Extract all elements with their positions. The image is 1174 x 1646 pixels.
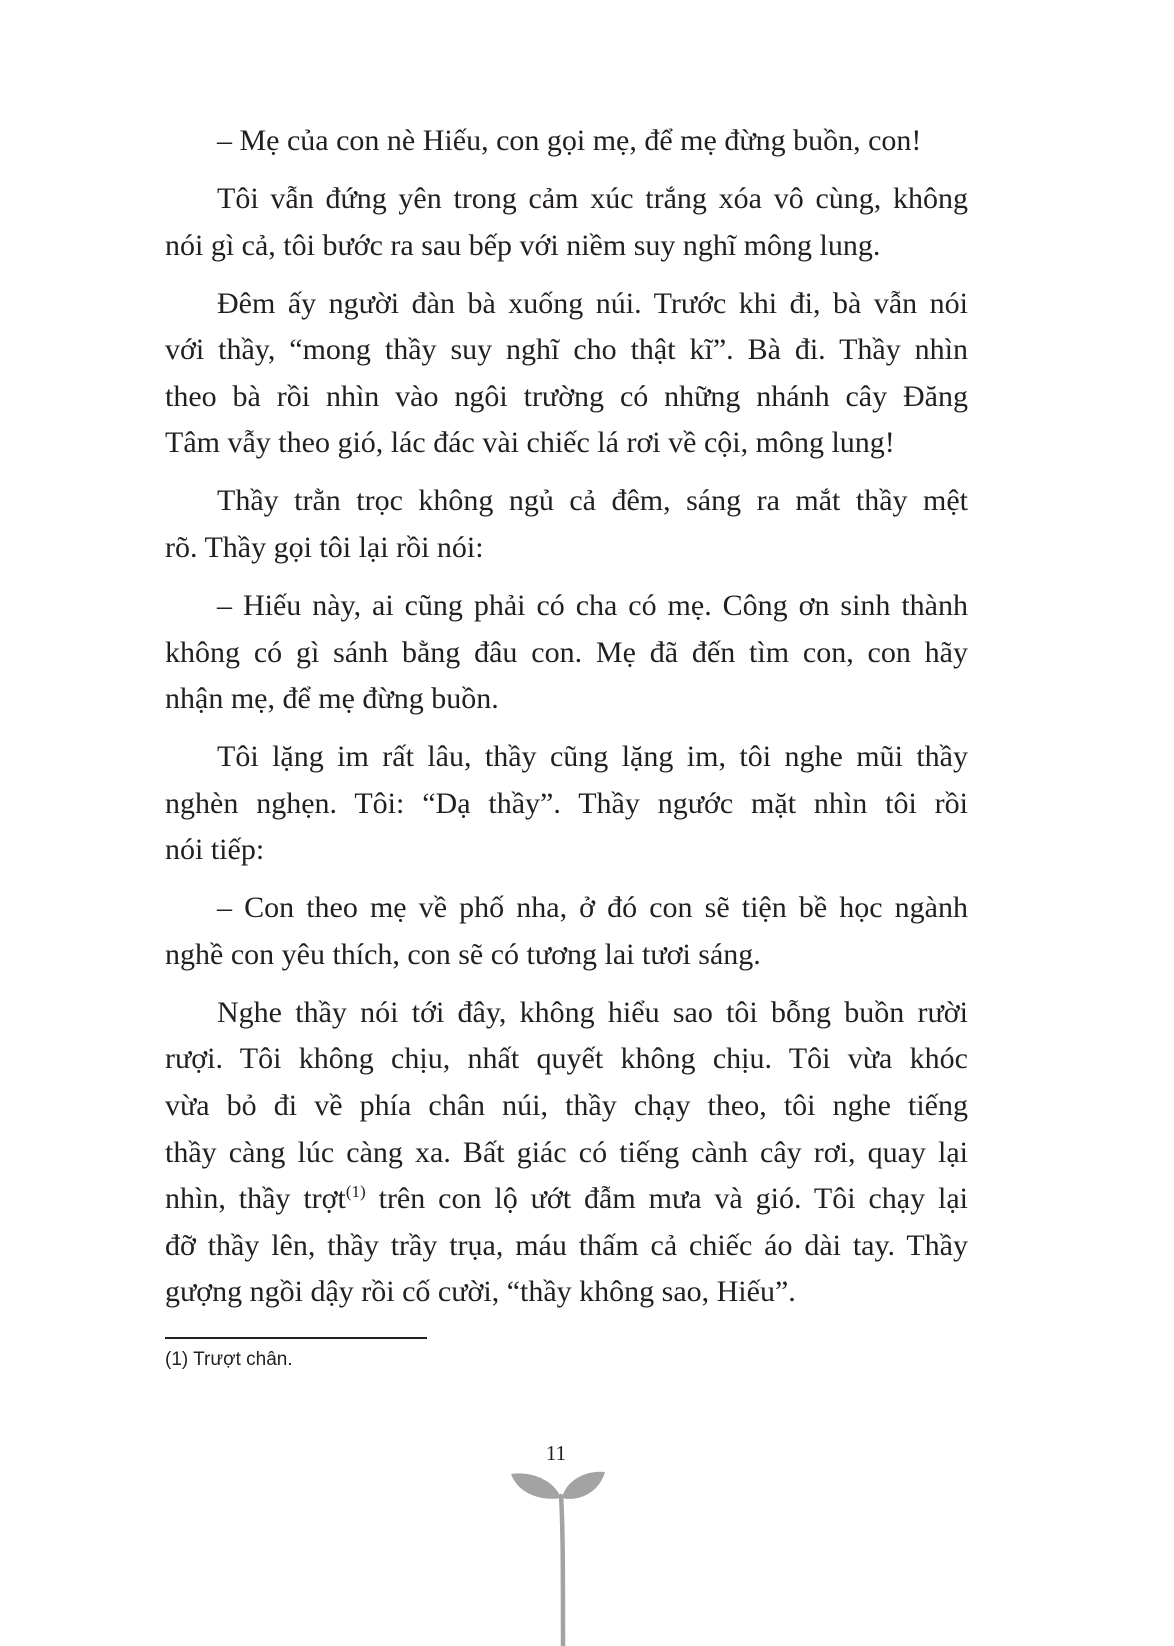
paragraph [165,176,968,269]
paragraph [165,990,968,1316]
text-line: Nghe thầy nói tới đây, không hiểu sao tôi bỗng buồn rười [217,995,968,1029]
text-line: Thầy trằn trọc không ngủ cả đêm, sáng ra mắt thầy mệt [217,484,968,518]
paragraph [165,734,968,874]
text-line: nghèn nghẹn. Tôi: “Dạ thầy”. Thầy ngước mặt nhìn tôi rồi [165,786,968,820]
text-line: – Mẹ của con nè Hiếu, con gọi mẹ, để mẹ đừng buồn, con! [217,124,922,157]
text-line: với thầy, “mong thầy suy nghĩ cho thật kĩ”. Bà đi. Thầy nhìn [165,333,968,367]
text-line: Tôi lặng im rất lâu, thầy cũng lặng im, tôi nghe mũi thầy [217,740,968,774]
footnote-divider [165,1337,427,1339]
text-segment: trên con lộ ướt đẫm mưa và gió. Tôi chạy lại [365,1182,968,1216]
footnote: (1) Trượt chân. [165,1349,293,1370]
footnote-marker: (1) [345,1182,366,1202]
text-line: không có gì sánh bằng đâu con. Mẹ đã đến tìm con, con hãy [165,635,968,669]
text-line: nói tiếp: [165,833,265,867]
text-line [165,1176,968,1223]
sprout-left-leaf [511,1473,561,1498]
text-line: nghề con yêu thích, con sẽ có tương lai tươi sáng. [165,937,761,971]
paragraph [165,281,968,467]
page-number: 11 [545,1441,567,1465]
paragraph [165,118,968,165]
text-line: – Con theo mẹ về phố nha, ở đó con sẽ tiện bề học ngành [217,891,968,925]
text-line: nói gì cả, tôi bước ra sau bếp với niềm suy nghĩ mông lung. [165,228,881,262]
text-line: Tâm vẫy theo gió, lác đác vài chiếc lá rơi về cội, mông lung! [165,426,895,460]
text-line: vừa bỏ đi về phía chân núi, thầy chạy theo, tôi nghe tiếng [165,1089,968,1123]
paragraph [165,583,968,723]
text-line: rượi. Tôi không chịu, nhất quyết không chịu. Tôi vừa khóc [165,1042,968,1076]
sprout-stem [561,1496,563,1646]
text-line: Tôi vẫn đứng yên trong cảm xúc trắng xóa vô cùng, không [217,181,968,215]
sprout-icon [505,1465,615,1646]
text-line: Đêm ấy người đàn bà xuống núi. Trước khi đi, bà vẫn nói [217,286,968,320]
text-line: đỡ thầy lên, thầy trầy trụa, máu thấm cả chiếc áo dài tay. Thầy [165,1228,968,1262]
text-segment: nhìn, thầy trợt [165,1182,346,1216]
sprout-right-leaf [562,1472,605,1499]
text-line: – Hiếu này, ai cũng phải có cha có mẹ. Công ơn sinh thành [217,588,968,622]
text-line: theo bà rồi nhìn vào ngôi trường có những nhánh cây Đăng [165,379,968,413]
text-line: rõ. Thầy gọi tôi lại rồi nói: [165,530,484,564]
body-text [165,118,968,1327]
text-line: gượng ngồi dậy rồi cố cười, “thầy không sao, Hiếu”. [165,1275,796,1309]
text-line: thầy càng lúc càng xa. Bất giác có tiếng cành cây rơi, quay lại [165,1135,968,1169]
paragraph [165,885,968,978]
text-line: nhận mẹ, để mẹ đừng buồn. [165,682,499,716]
paragraph [165,478,968,571]
